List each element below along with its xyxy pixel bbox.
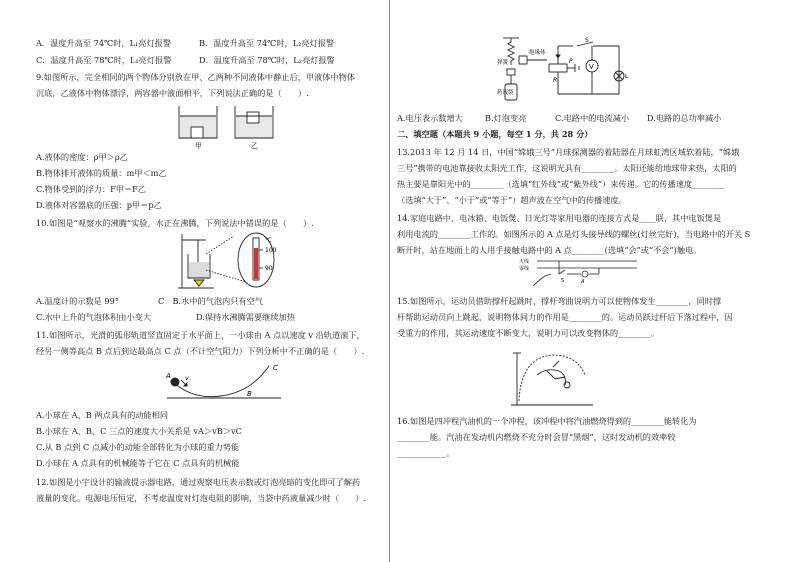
- q15-line3: 受重力的作用，其运动速度不断变大，说明力可以改变物体的________。: [397, 328, 660, 338]
- label-live-wire: 火线: [519, 259, 530, 265]
- q15-line2: 杆帮助运动员向上跳起，说明物体间力的作用是________的。运动员跃过杆后下落过程中，因: [397, 312, 733, 322]
- label-b: B: [247, 390, 252, 398]
- q9-option-a: A.液体的密度：ρ甲＞ρ乙: [36, 152, 128, 162]
- q16-line1: 16.如图是四冲程汽油机的一个冲程，该冲程中将汽油燃烧得到的________能转化为: [397, 416, 697, 426]
- q9-stem-line1: 9.如图所示，完全相同的两个物体分别放在甲、乙两种不同液体中静止后，甲液体中物体: [36, 72, 355, 82]
- label-insulator: 绝缘体: [529, 50, 546, 56]
- q11-option-d: D.小球在 A 点具有的机械能等于它在 C 点具有的机械能: [36, 458, 240, 468]
- label-a: A: [166, 372, 171, 380]
- label-jia: 甲: [195, 142, 202, 150]
- q9-stem-line2: 沉底，乙液体中物体漂浮，两容器中液面相平，下列说法正确的是（ ）.: [36, 88, 309, 98]
- q11-track-figure: [161, 358, 291, 404]
- label-neutral-wire: 零线: [519, 266, 530, 272]
- q8-option-b: B．温度升高至 74℃时，L₂亮灯报警: [199, 38, 335, 48]
- q10-stem: 10.如图是“观察水的沸腾”实验，水正在沸腾，下列说法中错误的是（ ）.: [36, 218, 314, 228]
- q12-option-b: B.灯泡变亮: [485, 113, 527, 123]
- q9-option-b: B.物体排开液体的质量：m甲＜m乙: [36, 168, 167, 178]
- thermo-unit: ℃: [265, 237, 272, 244]
- q12-circuit-figure: [497, 36, 637, 106]
- q13-line4: （选填“大于”、“小于”或“等于”）超声波在空气中的传播速度。: [397, 195, 627, 205]
- label-yi: 乙: [251, 142, 258, 150]
- q10-boiling-figure: [176, 230, 316, 290]
- label-spring: 弹簧: [497, 60, 509, 66]
- label-bag: 药液袋: [497, 90, 514, 96]
- q11-option-b: B.小球在 A、B、C 三点的速度大小关系是 vA＞vB＞vC: [36, 426, 242, 436]
- q12-stem-line1: 12.如图是小宇设计的输液提示器电路，通过观察电压表示数或灯泡亮暗的变化即可了解药: [36, 477, 361, 487]
- section-2-heading: 二、填空题（本题共 9 小题，每空 1 分，共 28 分）: [397, 129, 593, 139]
- q12-option-a: A.电压表示数增大: [397, 113, 463, 123]
- q11-stem-line1: 11.如图所示，光滑的弧形轨道竖直固定于水平面上，一小球由 A 点以速度 v 沿轨道滚下，: [36, 330, 365, 340]
- q9-containers-figure: [171, 102, 286, 150]
- thermo-tick-90: 90: [265, 265, 273, 272]
- q10-option-b: C B.水中的气泡内只有空气: [158, 296, 263, 306]
- q11-stem-line2: 经另一侧等高点 B 点后到达最高点 C 点（不计空气阻力）下列分析中不正确的是（ ）.: [36, 346, 365, 356]
- q15-line1: 15.如图所示，运动员借助撑杆起跳时，撑杆弯曲说明力可以使物体发生________，同时撑: [397, 296, 722, 306]
- q14-line3: 断开时，站在地面上的人用手接触电路中的 A 点________(选填“会”或“不会”)触电。: [397, 245, 702, 255]
- label-v-meter: V: [589, 63, 594, 71]
- q14-household-circuit-figure: [519, 256, 639, 290]
- label-switch-s: S: [561, 278, 565, 284]
- label-p: P: [569, 58, 573, 65]
- q16-line3: ____________。: [397, 448, 455, 458]
- q8-option-a: A．温度升高至 74℃时，L₁亮灯报警: [36, 38, 172, 48]
- label-point-a: A: [581, 279, 585, 285]
- q13-line1: 13.2013 年 12 月 14 日，中国“嫦娥三号”月球探测器的着陆器在月球虹湾区域软着陆，“嫦娥: [397, 147, 740, 157]
- label-l: L: [625, 73, 629, 80]
- column-divider: [389, 0, 390, 562]
- q8-option-c: C．温度升高至 78℃时，L₁亮灯报警: [36, 55, 172, 65]
- q12-option-c: C.电路中的电流减小: [555, 113, 630, 123]
- label-s: S: [585, 37, 589, 44]
- q12-option-d: D.电路的总功率减小: [647, 113, 722, 123]
- q8-option-d: D．温度升高至 78℃时，L₂亮灯报警: [199, 55, 335, 65]
- q11-option-c: C.从 B 点到 C 点减小的动能全部转化为小球的重力势能: [36, 442, 240, 452]
- label-r: R: [553, 77, 558, 84]
- q13-line3: 热主要是靠阳光中的________（选填“红外线”或“紫外线”）来传递。它的传播速度________: [397, 179, 725, 189]
- q14-line2: 利用电流的________工作的。如图所示的 A 点是灯头接导线的螺丝(灯丝完好)，当电路中的开关 S: [397, 229, 751, 239]
- q9-option-d: D.液体对容器底的压强：p甲＝p乙: [36, 200, 162, 210]
- q10-option-d: D.保持水沸腾需要继续加热: [196, 312, 295, 322]
- q10-option-a: A.温度计的示数是 99°: [36, 296, 119, 306]
- q11-option-a: A.小球在 A、B 两点具有的动能相同: [36, 410, 169, 420]
- q10-option-c: C.水中上升的气泡体积由小变大: [36, 312, 152, 322]
- q13-line2: 三号”携带的电池靠接收太阳光工作，这说明光具有________。太阳还能给地球带来热，太阳的: [397, 163, 737, 173]
- q14-line1: 14.家庭电路中，电冰箱、电饭煲、日光灯等家用电器的连接方式是____联，其中电饭煲是: [397, 213, 722, 223]
- q16-line2: ________能。汽油在发动机内燃烧不充分时会冒“黑烟”，这时发动机的效率较: [397, 432, 676, 442]
- label-v: v: [185, 374, 189, 382]
- q9-option-c: C.物体受到的浮力：F甲＝F乙: [36, 184, 146, 194]
- thermo-tick-100: 100: [265, 247, 277, 254]
- q12-stem-line2: 液量的变化。电源电压恒定，不考虑温度对灯泡电阻的影响，当袋中药液量减少时（ ）.: [36, 493, 367, 503]
- label-c: C: [273, 364, 278, 372]
- q15-pole-vault-figure: [507, 345, 597, 407]
